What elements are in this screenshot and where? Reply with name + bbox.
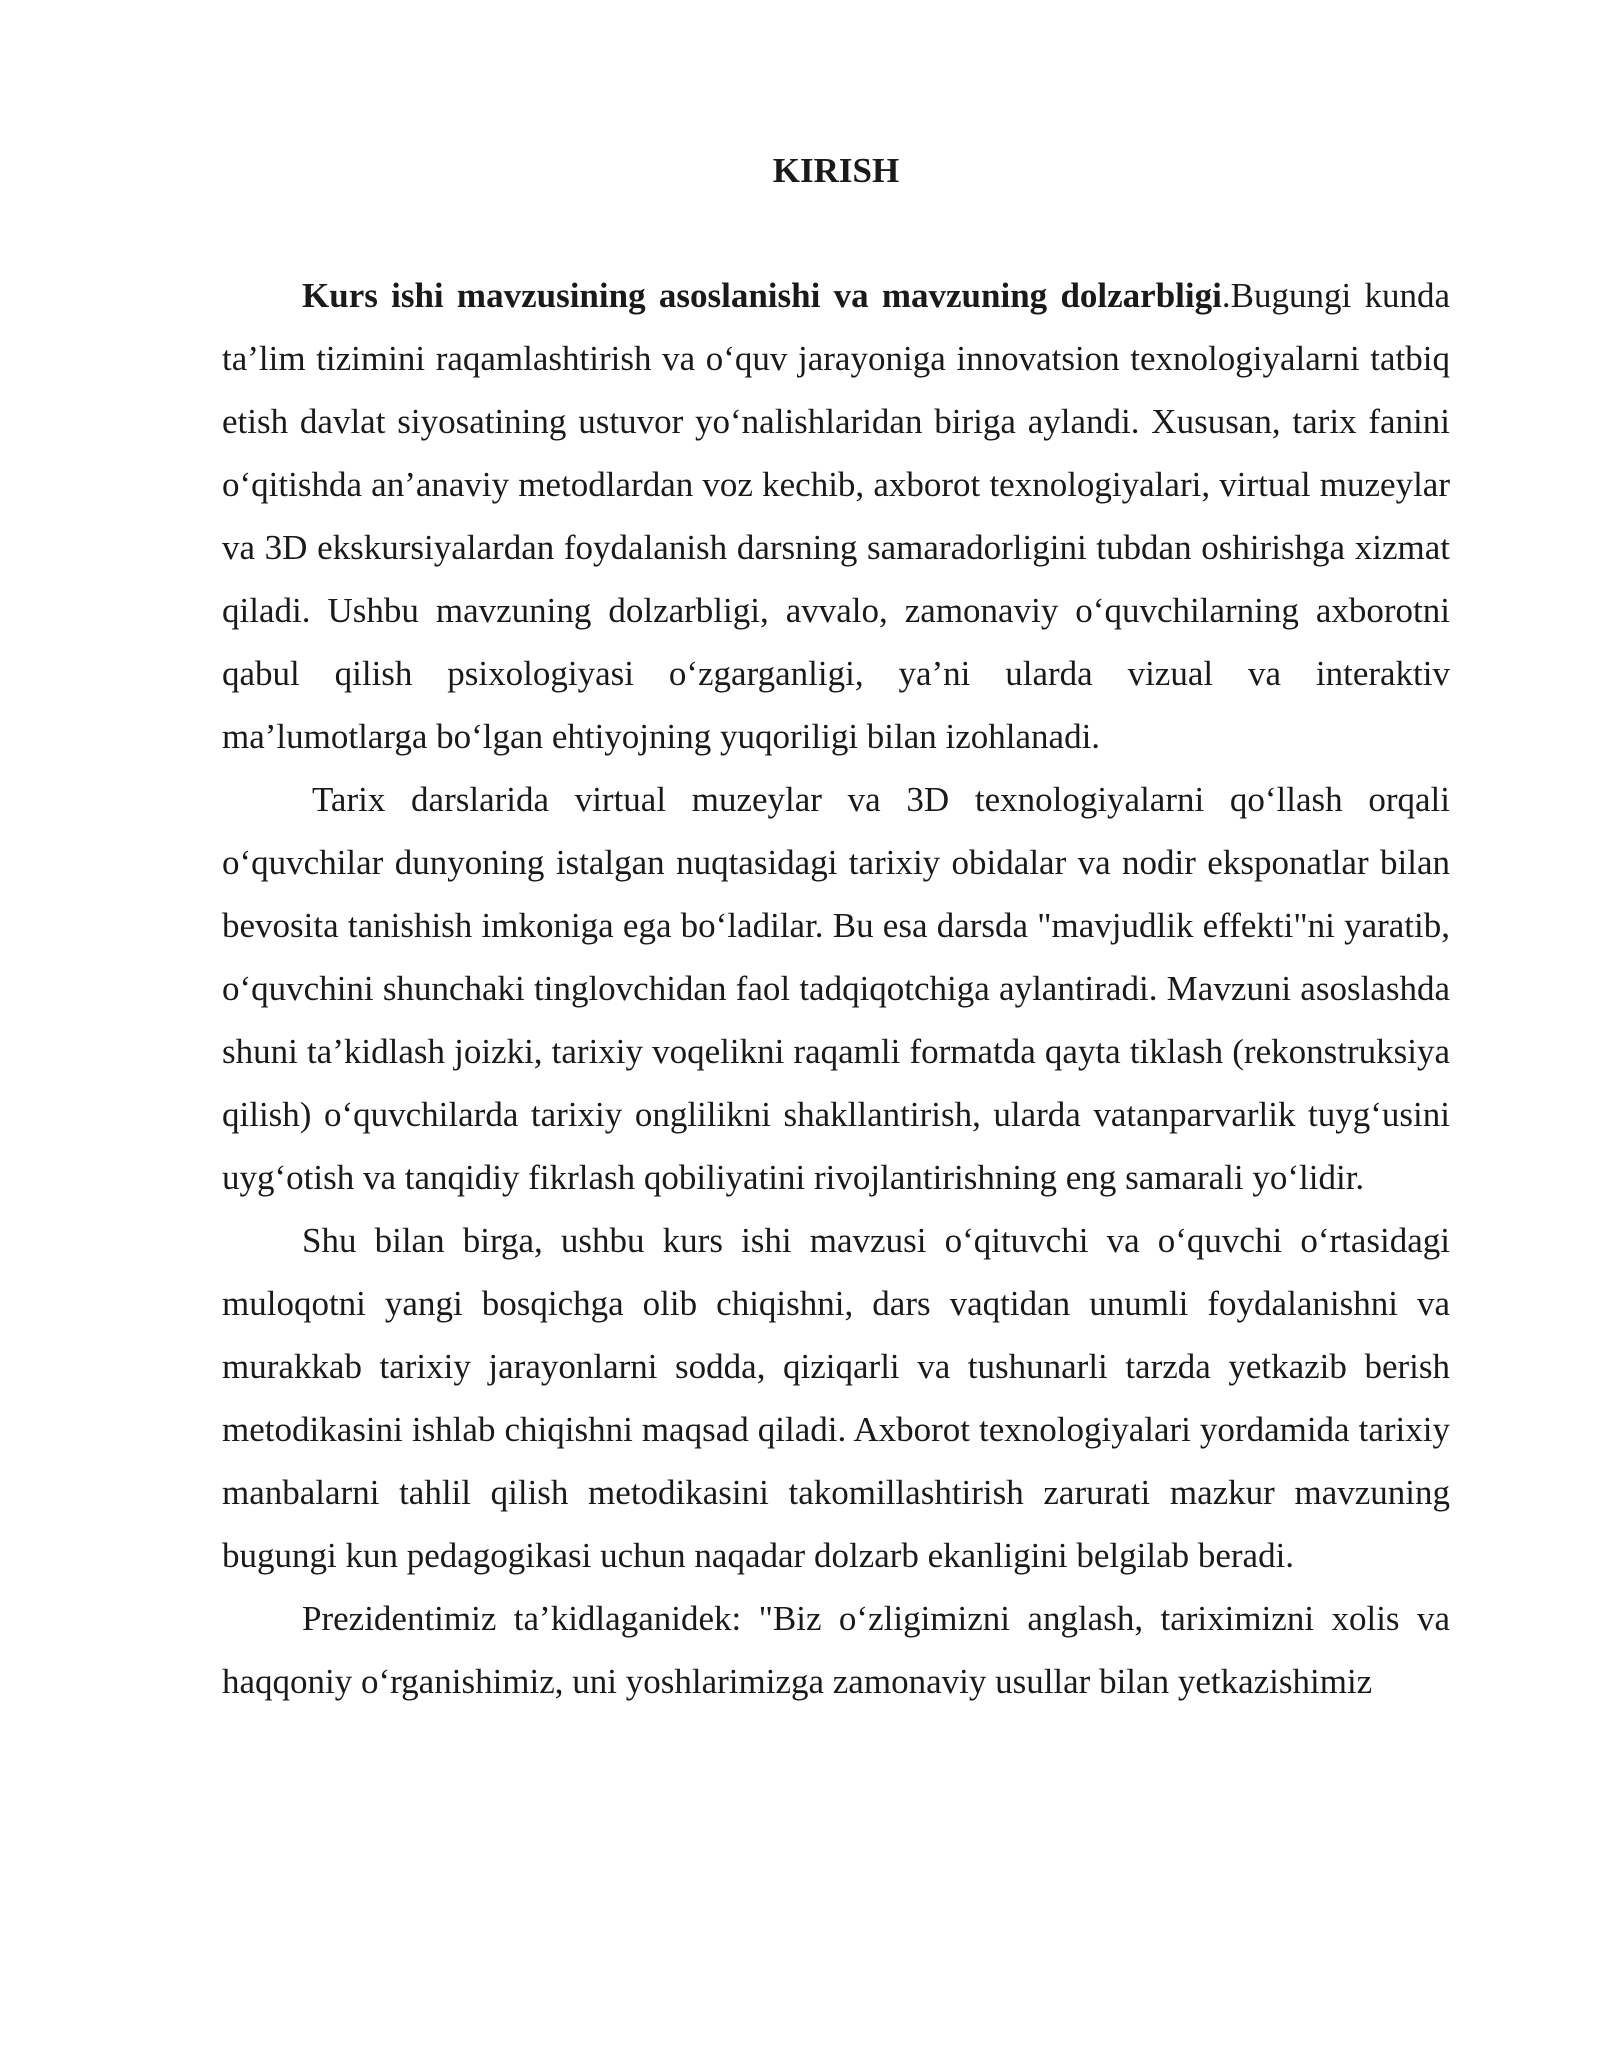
paragraph-3: Shu bilan birga, ushbu kurs ishi mavzusi o‘qituvchi va o‘quvchi o‘rtasidagi muloqotni yangi bosqichga olib chiqishni, dars vaqtidan unumli foydalanishni va murakkab tarixiy jarayonlarni sodda, qiziqarli va tushunarli tarzda yetkazib berish metodikasini ishlab chiqishni maqsad qiladi. Axborot texnologiyalari yordamida tarixiy manbalarni tahlil qilish metodikasini takomillashtirish zarurati mazkur mavzuning bugungi kun pedagogikasi uchun naqadar dolzarb ekanligini belgilab beradi. [222,1221,1450,1575]
paragraph-2: Tarix darslarida virtual muzeylar va 3D texnologiyalarni qo‘llash orqali o‘quvchilar dunyoning istalgan nuqtasidagi tarixiy obidalar va nodir eksponatlar bilan bevosita tanishish imkoniga ega bo‘ladilar. Bu esa darsda "mavjudlik effekti"ni yaratib, o‘quvchini shunchaki tinglovchidan faol tadqiqotchiga aylantiradi. Mavzuni asoslashda shuni ta’kidlash joizki, tarixiy voqelikni raqamli formatda qayta tiklash (rekonstruksiya qilish) o‘quvchilarda tarixiy onglilikni shakllantirish, ularda vatanparvarlik tuyg‘usini uyg‘otish va tanqidiy fikrlash qobiliyatini rivojlantirishning eng samarali yo‘lidir. [222,780,1450,1197]
paragraph-1-text: .Bugungi kunda ta’lim tizimini raqamlashtirish va o‘quv jarayoniga innovatsion texnologiyalarni tatbiq etish davlat siyosatining ustuvor yo‘nalishlaridan biriga aylandi. Xususan, tarix fanini o‘qitishda an’anaviy metodlardan voz kechib, axborot texnologiyalari, virtual muzeylar va 3D ekskursiyalardan foydalanish darsning samaradorligini tubdan oshirishga xizmat qiladi. Ushbu mavzuning dolzarbligi, avvalo, zamonaviy o‘quvchilarning axborotni qabul qilish psixologiyasi o‘zgarganligi, ya’ni ularda vizual va interaktiv ma’lumotlarga bo‘lgan ehtiyojning yuqoriligi bilan izohlanadi. [222,276,1450,756]
page-title: KIRISH [772,151,900,190]
paragraph-4: Prezidentimiz ta’kidlaganidek: "Biz o‘zligimizni anglash, tariximizni xolis va haqqoniy o‘rganishimiz, uni yoshlarimizga zamonaviy usullar bilan yetkazishimiz [222,1599,1450,1701]
paragraph-1-lead: Kurs ishi mavzusining asoslanishi va mavzuning dolzarbligi [302,276,1222,315]
document-body [222,264,1450,1713]
paragraph-1 [222,264,1450,768]
